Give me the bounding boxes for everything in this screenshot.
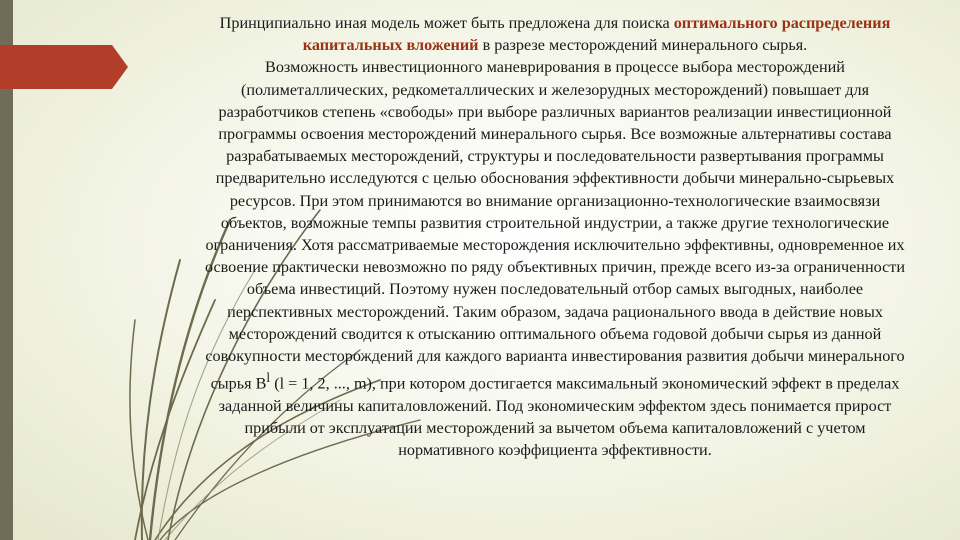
intro-text: Принципиально иная модель может быть предложена для поиска bbox=[219, 14, 674, 32]
intro-paragraph bbox=[200, 12, 910, 56]
slide-body bbox=[200, 12, 910, 461]
red-arrow-accent bbox=[0, 45, 128, 89]
main-text: Возможность инвестиционного маневрирования в процессе выбора месторождений (полиметаллических, редкометаллических и железорудных месторождений) повышает для разработчиков степень «свободы» при выборе различных вариантов реализации инвестиционной программы освоения месторождений минерального сырья. Все возможные альтернативы состава разрабатываемых месторождений, структуры и последовательности развертывания программы предварительно исследуются с целью обоснования эффективности добычи минерально-сырьевых ресурсов. При этом принимаются во внимание организационно-технологические взаимосвязи объектов, возможные темпы развития строительной индустрии, а также другие технологические ограничения. Хотя рассматриваемые месторождения исключительно эффективны, одновременное их освоение практически невозможно по ряду объективных причин, прежде всего из-за ограниченности объема инвестиций. Поэтому нужен последовательный отбор самых выгодных, наиболее перспективных месторождений. Таким образом, задача рационального ввода в действие новых месторождений сводится к отысканию оптимального объема годовой добычи сырья из данной совокупности месторождений для каждого варианта инвестирования развития добычи минерального сырья B bbox=[204, 58, 906, 393]
intro-text-end: в разрезе месторождений минерального сырья. bbox=[478, 36, 808, 55]
superscript-index: l bbox=[266, 370, 271, 386]
highlight-phrase: оптимального распределения капитальных вложений bbox=[302, 14, 891, 55]
main-paragraph bbox=[200, 56, 910, 461]
main-text-end: (l = 1, 2, ..., m), при котором достигается максимальный экономический эффект в пределах заданной величины капиталовложений. Под экономическим эффектом здесь понимается прирост прибыли от эксплуатации месторождений за вычетом объема капиталовложений с учетом нормативного коэффициента эффективности. bbox=[218, 374, 900, 460]
